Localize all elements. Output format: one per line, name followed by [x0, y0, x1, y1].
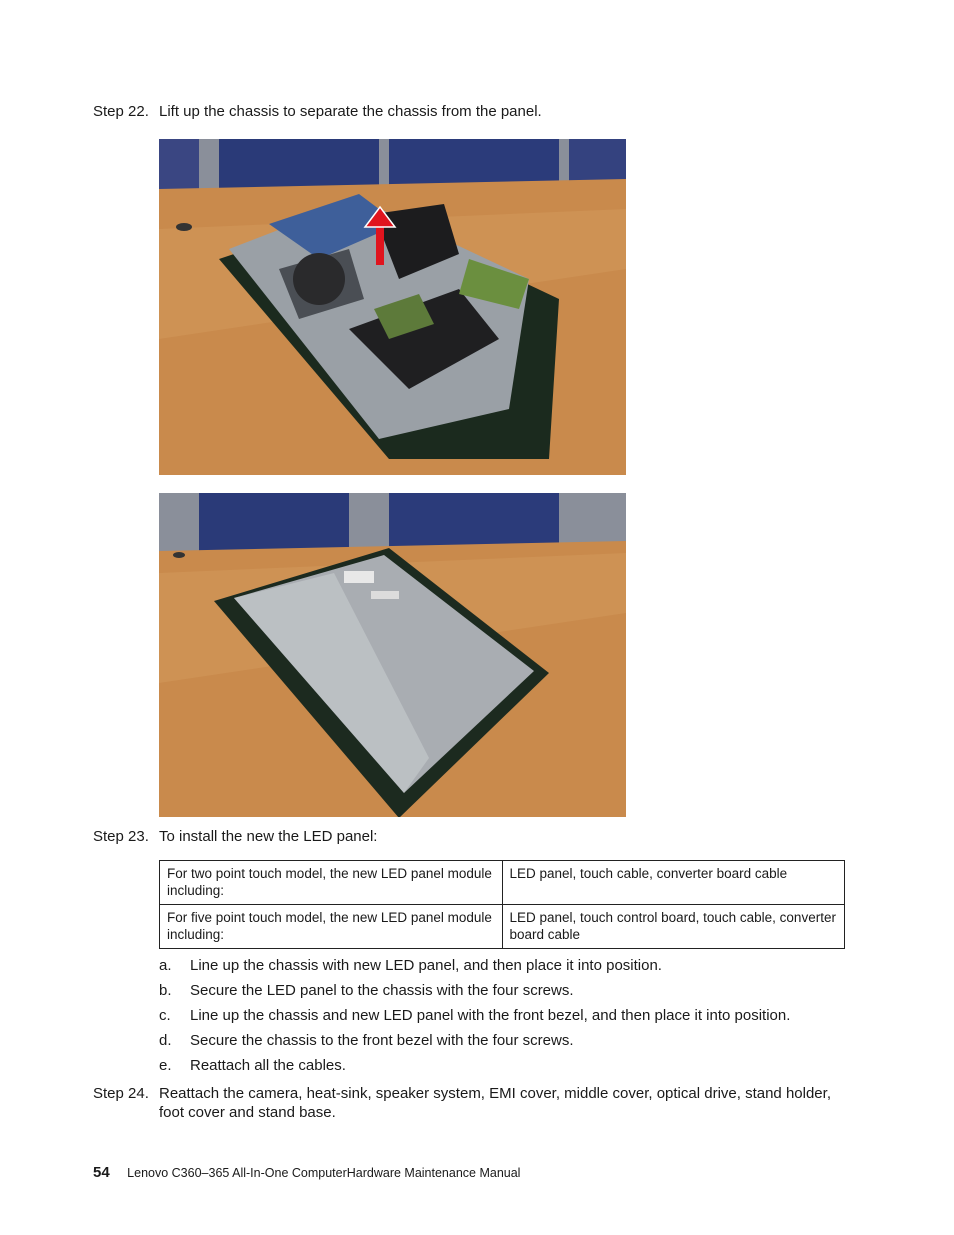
separated-led-panel-photo	[159, 493, 626, 817]
page-footer	[93, 1164, 520, 1181]
led-panel-contents-table	[159, 860, 845, 949]
table-row	[160, 861, 845, 905]
step-number: Step 23.	[93, 828, 149, 845]
table-cell-parts: LED panel, touch control board, touch cable, converter board cable	[502, 905, 845, 949]
substep-letter: e.	[159, 1057, 172, 1074]
step-text: To install the new the LED panel:	[159, 828, 378, 845]
substep-letter: b.	[159, 982, 172, 999]
substep-letter: d.	[159, 1032, 172, 1049]
step-text: Lift up the chassis to separate the chassis from the panel.	[159, 103, 542, 120]
table-cell-model: For five point touch model, the new LED panel module including:	[160, 905, 503, 949]
page-number: 54	[93, 1164, 110, 1181]
step-number: Step 24.	[93, 1085, 149, 1102]
table-row	[160, 905, 845, 949]
step-number: Step 22.	[93, 103, 149, 120]
step-text: Reattach the camera, heat-sink, speaker system, EMI cover, middle cover, optical drive, stand holder, foot cover and stand base.	[159, 1085, 831, 1121]
substep-text: Reattach all the cables.	[190, 1057, 346, 1074]
table-cell-parts: LED panel, touch cable, converter board cable	[502, 861, 845, 905]
substep-letter: c.	[159, 1007, 171, 1024]
substep-letter: a.	[159, 957, 172, 974]
chassis-lift-photo	[159, 139, 626, 475]
substep-text: Secure the LED panel to the chassis with the four screws.	[190, 982, 574, 999]
substep-text: Line up the chassis with new LED panel, and then place it into position.	[190, 957, 662, 974]
manual-title: Lenovo C360–365 All-In-One ComputerHardware Maintenance Manual	[127, 1166, 521, 1180]
substep-text: Line up the chassis and new LED panel with the front bezel, and then place it into position.	[190, 1007, 791, 1024]
table-cell-model: For two point touch model, the new LED panel module including:	[160, 861, 503, 905]
substep-text: Secure the chassis to the front bezel with the four screws.	[190, 1032, 574, 1049]
